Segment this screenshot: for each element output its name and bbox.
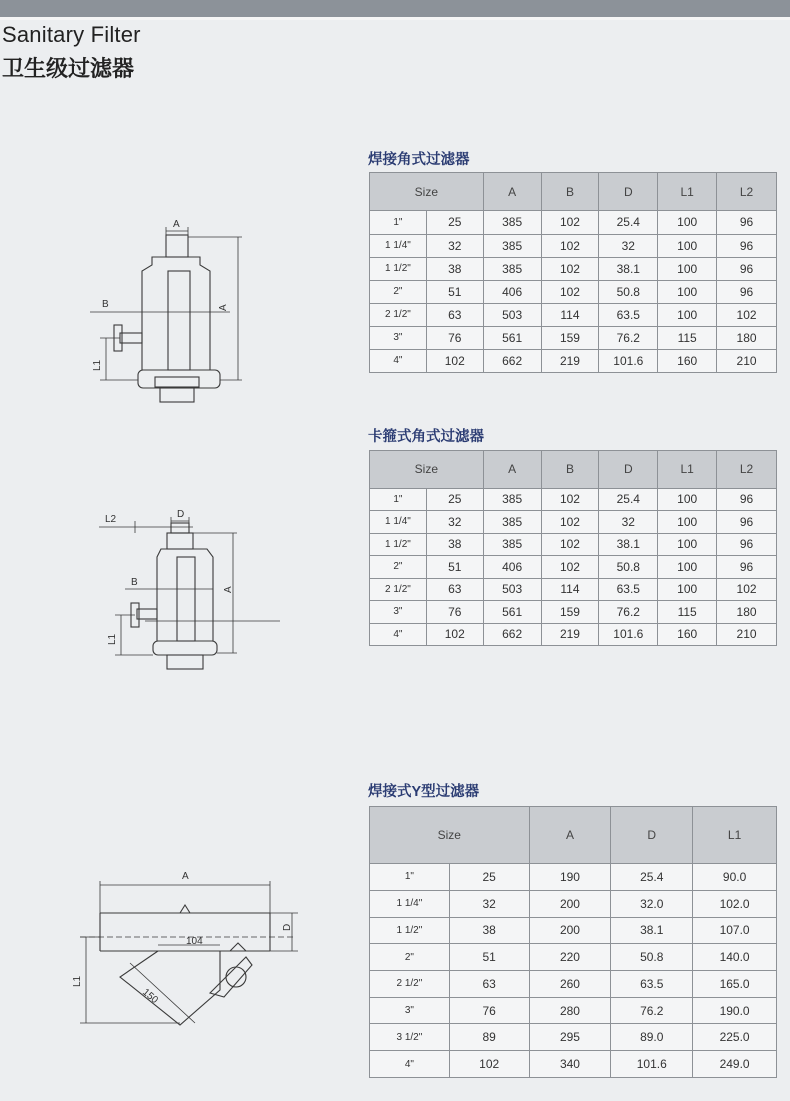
table-cell: 96 <box>717 556 777 579</box>
table-cell: 561 <box>483 326 541 349</box>
top-divider <box>0 17 790 20</box>
table-cell: 32.0 <box>611 890 693 917</box>
drawing-angle-clamp <box>95 505 285 680</box>
table-cell: 385 <box>483 211 541 234</box>
table-cell: 561 <box>483 601 541 624</box>
cell-size-inch: 1 1/2" <box>370 257 427 280</box>
table-cell: 102 <box>541 488 599 511</box>
table-row <box>370 944 777 971</box>
table-cell: 25.4 <box>611 864 693 891</box>
header-a: A <box>483 173 541 211</box>
table-cell: 662 <box>483 623 541 646</box>
header-size: Size <box>370 173 484 211</box>
table-cell: 100 <box>658 556 717 579</box>
cell-size-inch: 1" <box>370 488 427 511</box>
header-a: A <box>529 807 611 864</box>
table-cell: 100 <box>658 303 717 326</box>
table-cell: 96 <box>717 211 777 234</box>
table-cell: 219 <box>541 623 599 646</box>
table-cell: 38 <box>426 533 483 556</box>
cell-size-inch: 1 1/4" <box>370 511 427 534</box>
drawing2-label-a-side: A <box>223 586 234 593</box>
table-cell: 32 <box>426 511 483 534</box>
header-l2: L2 <box>717 451 777 489</box>
table-cell: 76.2 <box>599 326 658 349</box>
table-cell: 385 <box>483 533 541 556</box>
table-cell: 38.1 <box>599 533 658 556</box>
table-cell: 32 <box>426 234 483 257</box>
table-cell: 102 <box>717 303 777 326</box>
table-row <box>370 864 777 891</box>
table-cell: 32 <box>449 890 529 917</box>
cell-size-inch: 2" <box>370 944 450 971</box>
drawing1-label-l1: L1 <box>92 359 103 371</box>
table-row <box>370 257 777 280</box>
table-cell: 102 <box>541 533 599 556</box>
cell-size-inch: 3" <box>370 326 427 349</box>
table-cell: 220 <box>529 944 611 971</box>
table-cell: 115 <box>658 326 717 349</box>
table-cell: 210 <box>717 349 777 372</box>
cell-size-inch: 1 1/2" <box>370 917 450 944</box>
header-size: Size <box>370 807 530 864</box>
section-title-angle-weld: 焊接角式过滤器 <box>368 152 470 168</box>
cell-size-inch: 3 1/2" <box>370 1024 450 1051</box>
table-cell: 38 <box>426 257 483 280</box>
table-cell: 38 <box>449 917 529 944</box>
table-cell: 96 <box>717 533 777 556</box>
table-row <box>370 326 777 349</box>
table-cell: 107.0 <box>693 917 777 944</box>
table-row <box>370 623 777 646</box>
cell-size-inch: 1" <box>370 211 427 234</box>
cell-size-inch: 4" <box>370 623 427 646</box>
table-cell: 32 <box>599 511 658 534</box>
table-cell: 101.6 <box>599 349 658 372</box>
table-row <box>370 578 777 601</box>
cell-size-inch: 3" <box>370 997 450 1024</box>
table-cell: 89 <box>449 1024 529 1051</box>
table-body <box>370 864 777 1078</box>
table-cell: 406 <box>483 556 541 579</box>
table-cell: 280 <box>529 997 611 1024</box>
table-cell: 102 <box>449 1051 529 1078</box>
drawing3-label-104: 104 <box>186 936 203 947</box>
table-cell: 50.8 <box>599 280 658 303</box>
cell-size-inch: 1 1/4" <box>370 890 450 917</box>
table-body <box>370 211 777 373</box>
table-cell: 89.0 <box>611 1024 693 1051</box>
cell-size-inch: 1" <box>370 864 450 891</box>
table-row <box>370 1051 777 1078</box>
table-cell: 100 <box>658 578 717 601</box>
drawing3-label-a: A <box>182 871 189 882</box>
table-cell: 76 <box>449 997 529 1024</box>
drawing3-label-d: D <box>282 923 293 931</box>
table-row <box>370 556 777 579</box>
table-row <box>370 970 777 997</box>
table-cell: 102 <box>541 511 599 534</box>
table-row <box>370 488 777 511</box>
header-a: A <box>483 451 541 489</box>
header-b: B <box>541 451 599 489</box>
table-cell: 102 <box>541 257 599 280</box>
table-cell: 190.0 <box>693 997 777 1024</box>
table-cell: 96 <box>717 280 777 303</box>
cell-size-inch: 2 1/2" <box>370 578 427 601</box>
table-cell: 385 <box>483 257 541 280</box>
drawing2-label-l2: L2 <box>105 514 117 525</box>
table-cell: 76 <box>426 326 483 349</box>
section-title-angle-clamp: 卡箍式角式过滤器 <box>368 429 484 445</box>
header-l2: L2 <box>717 173 777 211</box>
table-cell: 63.5 <box>611 970 693 997</box>
table-cell: 63 <box>449 970 529 997</box>
cell-size-inch: 4" <box>370 1051 450 1078</box>
table-cell: 219 <box>541 349 599 372</box>
drawing3-label-150: 150 <box>140 986 160 1007</box>
table-cell: 102 <box>541 211 599 234</box>
table-cell: 225.0 <box>693 1024 777 1051</box>
table-row <box>370 601 777 624</box>
table-row <box>370 349 777 372</box>
table-cell: 102 <box>426 349 483 372</box>
table-row <box>370 234 777 257</box>
cell-size-inch: 1 1/4" <box>370 234 427 257</box>
table-cell: 51 <box>426 556 483 579</box>
table-body <box>370 488 777 646</box>
table-cell: 100 <box>658 280 717 303</box>
table-cell: 51 <box>426 280 483 303</box>
table-cell: 114 <box>541 578 599 601</box>
table-cell: 503 <box>483 578 541 601</box>
table-cell: 165.0 <box>693 970 777 997</box>
table-cell: 159 <box>541 326 599 349</box>
table-cell: 51 <box>449 944 529 971</box>
header-l1: L1 <box>658 173 717 211</box>
table-row <box>370 211 777 234</box>
table-cell: 63.5 <box>599 578 658 601</box>
spec-table-angle-clamp <box>369 450 777 646</box>
cell-size-inch: 3" <box>370 601 427 624</box>
table-cell: 38.1 <box>599 257 658 280</box>
table-cell: 63.5 <box>599 303 658 326</box>
drawing-y-type <box>70 865 310 1040</box>
table-cell: 102 <box>541 556 599 579</box>
table-cell: 200 <box>529 917 611 944</box>
drawing-angle-weld <box>80 215 260 415</box>
table-cell: 102.0 <box>693 890 777 917</box>
table-cell: 76.2 <box>611 997 693 1024</box>
table-cell: 295 <box>529 1024 611 1051</box>
table-cell: 190 <box>529 864 611 891</box>
table-row <box>370 511 777 534</box>
header-l1: L1 <box>693 807 777 864</box>
table-cell: 100 <box>658 234 717 257</box>
table-cell: 96 <box>717 488 777 511</box>
cell-size-inch: 2 1/2" <box>370 303 427 326</box>
header-b: B <box>541 173 599 211</box>
table-cell: 385 <box>483 488 541 511</box>
table-row <box>370 280 777 303</box>
table-row <box>370 1024 777 1051</box>
drawing2-label-d: D <box>177 509 185 520</box>
table-cell: 385 <box>483 234 541 257</box>
spec-table-y-type <box>369 806 777 1078</box>
table-cell: 102 <box>541 234 599 257</box>
cell-size-inch: 2 1/2" <box>370 970 450 997</box>
drawing3-label-l1: L1 <box>72 975 83 987</box>
table-row <box>370 917 777 944</box>
table-cell: 100 <box>658 211 717 234</box>
page-title-cn: 卫生级过滤器 <box>2 56 135 81</box>
table-row <box>370 890 777 917</box>
table-row <box>370 533 777 556</box>
header-size: Size <box>370 451 484 489</box>
table-cell: 406 <box>483 280 541 303</box>
table-cell: 385 <box>483 511 541 534</box>
drawing1-label-a-side: A <box>218 304 229 311</box>
cell-size-inch: 4" <box>370 349 427 372</box>
header-d: D <box>599 173 658 211</box>
table-cell: 180 <box>717 326 777 349</box>
table-row <box>370 997 777 1024</box>
top-band <box>0 0 790 17</box>
table-cell: 159 <box>541 601 599 624</box>
table-cell: 100 <box>658 511 717 534</box>
table-cell: 160 <box>658 349 717 372</box>
header-l1: L1 <box>658 451 717 489</box>
table-cell: 25 <box>426 211 483 234</box>
table-cell: 140.0 <box>693 944 777 971</box>
table-cell: 102 <box>541 280 599 303</box>
table-cell: 96 <box>717 257 777 280</box>
drawing1-label-a-top: A <box>173 219 180 230</box>
table-cell: 114 <box>541 303 599 326</box>
spec-table-angle-weld <box>369 172 777 373</box>
cell-size-inch: 1 1/2" <box>370 533 427 556</box>
table-cell: 160 <box>658 623 717 646</box>
drawing2-label-l1: L1 <box>107 633 118 645</box>
table-cell: 249.0 <box>693 1051 777 1078</box>
table-cell: 210 <box>717 623 777 646</box>
drawing2-label-b: B <box>131 577 138 588</box>
section-title-y-type: 焊接式Y型过滤器 <box>368 784 480 800</box>
cell-size-inch: 2" <box>370 280 427 303</box>
table-cell: 50.8 <box>599 556 658 579</box>
table-cell: 180 <box>717 601 777 624</box>
table-cell: 100 <box>658 533 717 556</box>
table-cell: 101.6 <box>599 623 658 646</box>
table-cell: 25 <box>449 864 529 891</box>
table-cell: 32 <box>599 234 658 257</box>
header-d: D <box>611 807 693 864</box>
table-cell: 90.0 <box>693 864 777 891</box>
table-cell: 340 <box>529 1051 611 1078</box>
table-cell: 662 <box>483 349 541 372</box>
table-cell: 100 <box>658 257 717 280</box>
table-cell: 102 <box>717 578 777 601</box>
table-cell: 76 <box>426 601 483 624</box>
table-row <box>370 303 777 326</box>
table-cell: 101.6 <box>611 1051 693 1078</box>
cell-size-inch: 2" <box>370 556 427 579</box>
table-cell: 96 <box>717 234 777 257</box>
table-cell: 115 <box>658 601 717 624</box>
table-cell: 25.4 <box>599 211 658 234</box>
page-title-en: Sanitary Filter <box>2 22 141 47</box>
table-cell: 200 <box>529 890 611 917</box>
table-cell: 503 <box>483 303 541 326</box>
table-cell: 38.1 <box>611 917 693 944</box>
table-cell: 76.2 <box>599 601 658 624</box>
table-cell: 260 <box>529 970 611 997</box>
table-cell: 50.8 <box>611 944 693 971</box>
table-cell: 25 <box>426 488 483 511</box>
table-cell: 102 <box>426 623 483 646</box>
table-cell: 25.4 <box>599 488 658 511</box>
table-cell: 100 <box>658 488 717 511</box>
table-cell: 96 <box>717 511 777 534</box>
drawing1-label-b: B <box>102 299 109 310</box>
table-cell: 63 <box>426 303 483 326</box>
table-cell: 63 <box>426 578 483 601</box>
header-d: D <box>599 451 658 489</box>
